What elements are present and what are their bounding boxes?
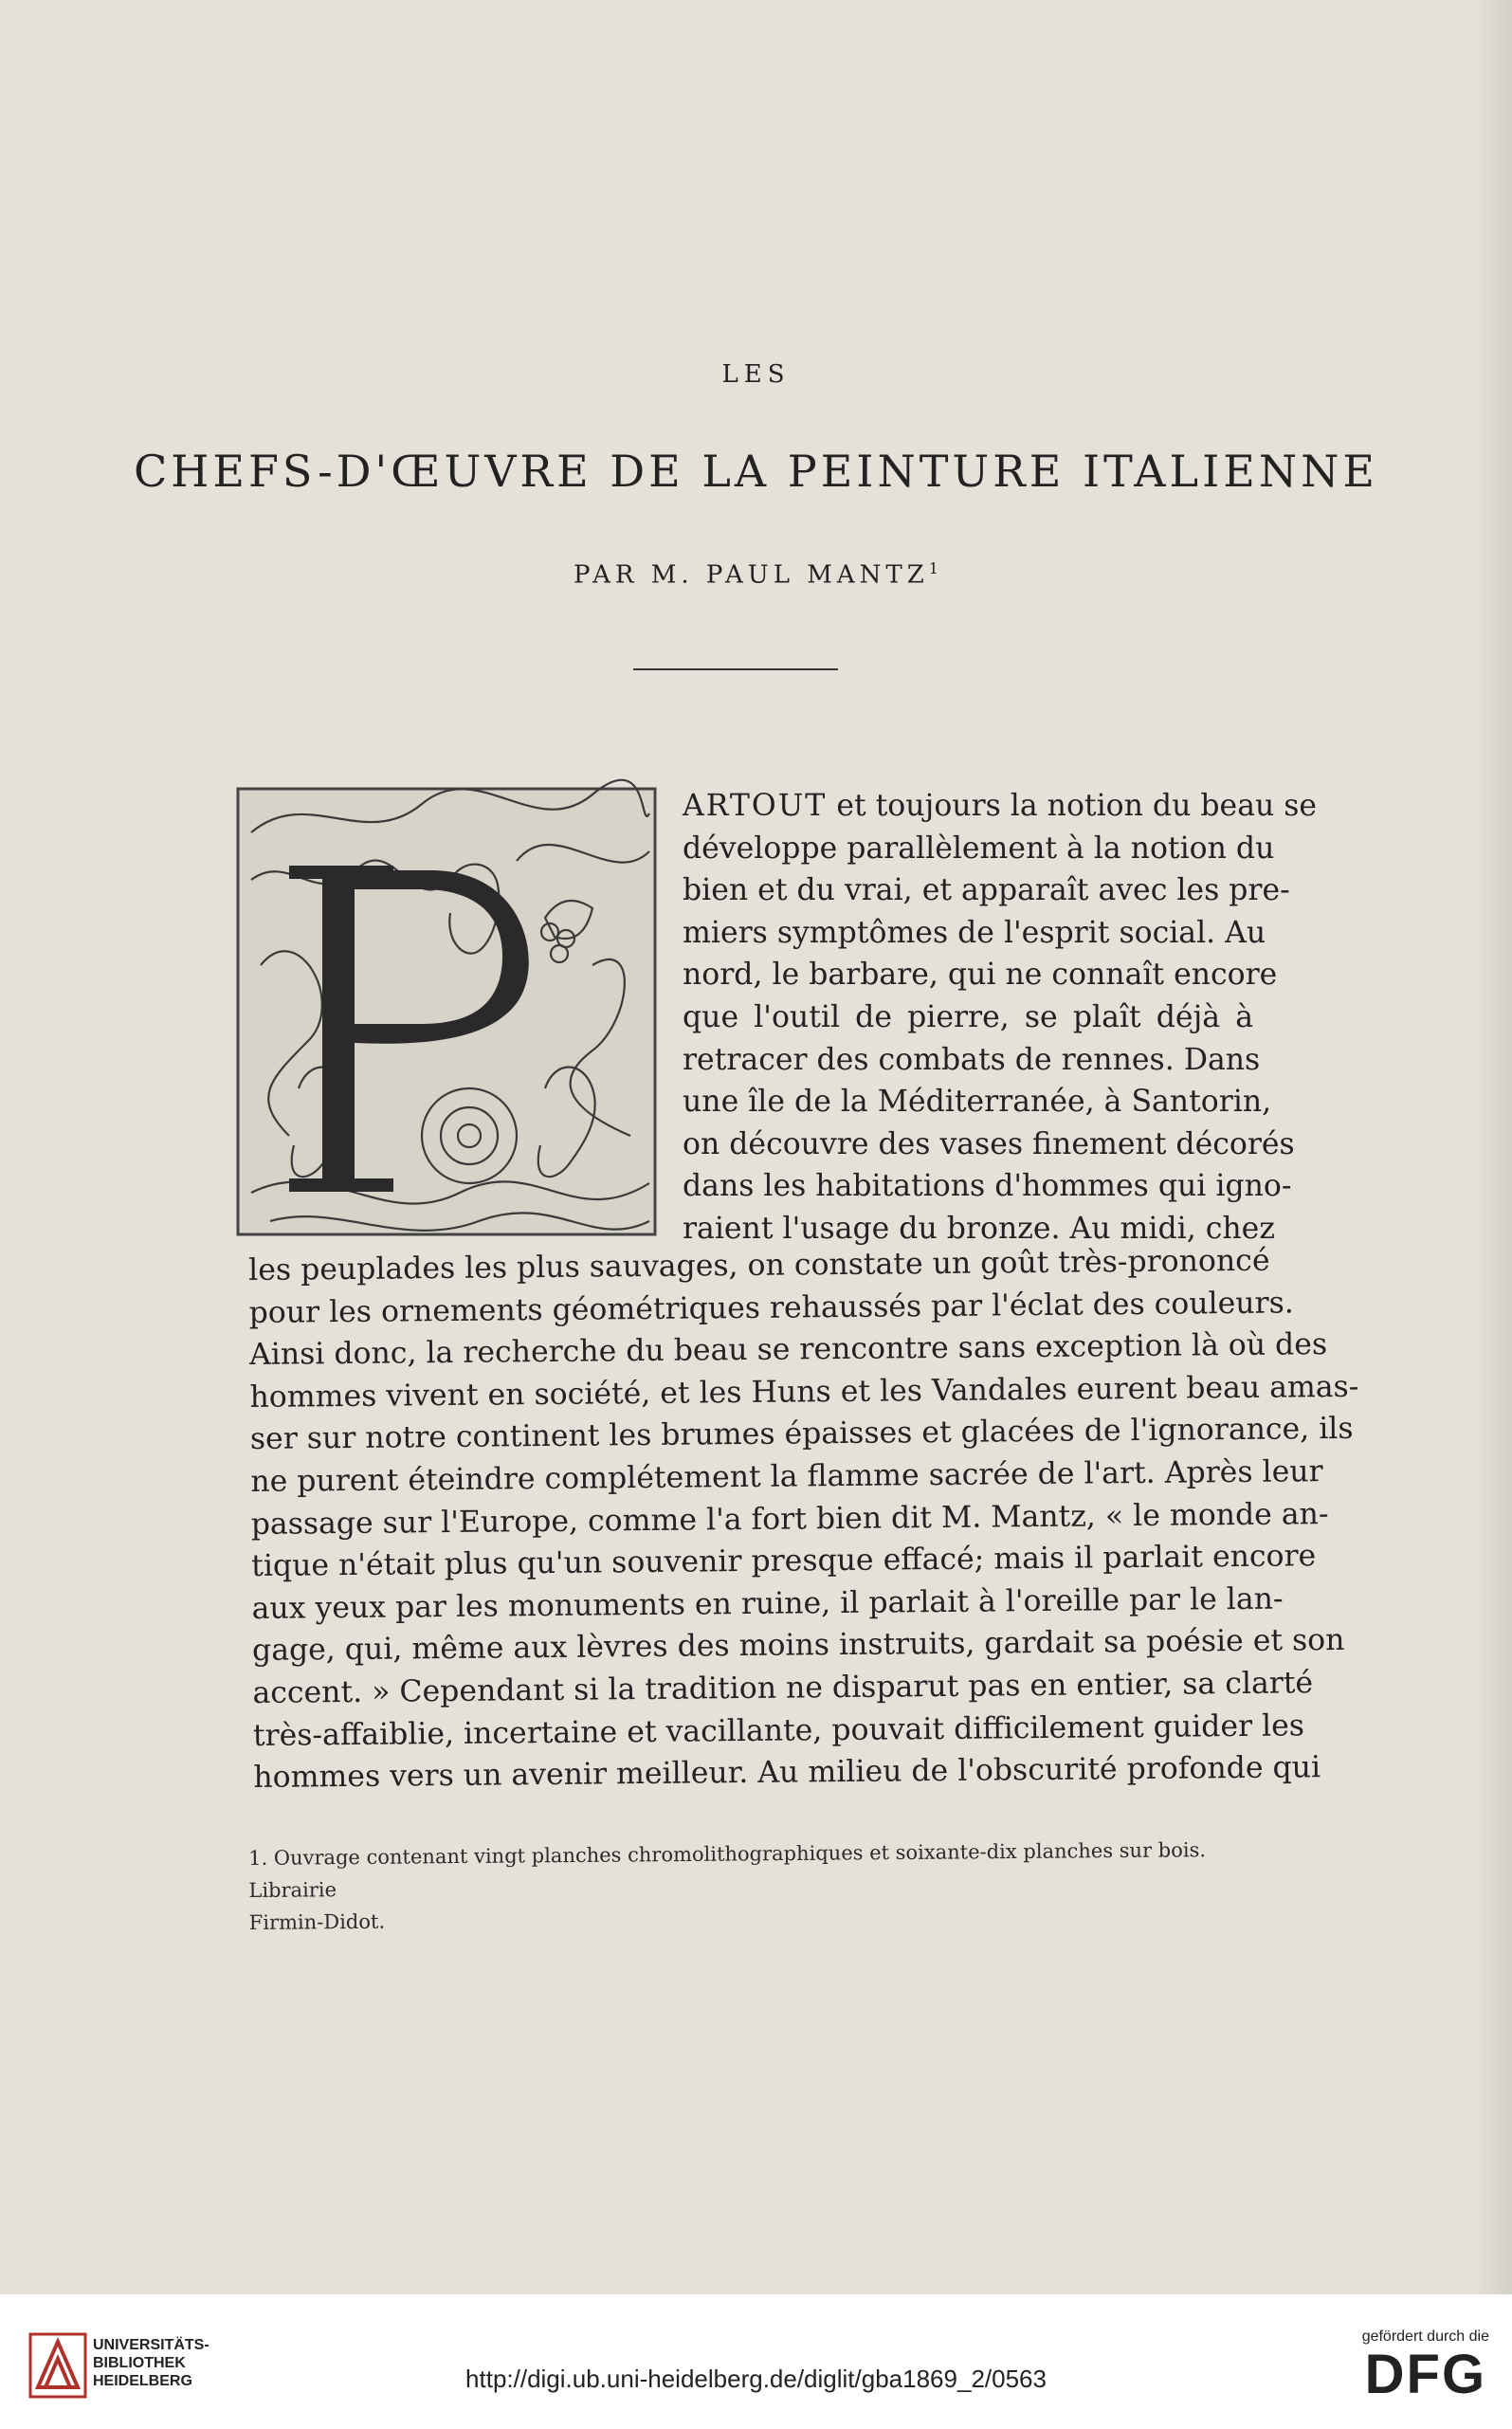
text-line: raient l'usage du bronze. Au midi, chez [683,1211,1275,1246]
text-line-rest: et toujours la notion du beau se [827,789,1318,823]
text-line: hommes vers un avenir meilleur. Au milieu de l'obscurité profonde qui [253,1750,1321,1796]
dfg-logo: DFG [1364,2344,1487,2405]
text-line: nord, le barbare, qui ne connaît encore [683,958,1278,993]
paragraph-continuation [248,1240,1359,1799]
text-line: aux yeux par les monuments en ruine, il parlait à l'oreille par le lan- [251,1581,1284,1626]
opening-word: ARTOUT [683,789,828,823]
footnote-line: 1. Ouvrage contenant vingt planches chromolithographiques et soixante-dix planches sur bois. Librairie [248,1838,1207,1902]
footnote [248,1834,1273,1939]
text-line: passage sur l'Europe, comme l'a fort bien dit M. Mantz, « le monde an- [250,1496,1329,1542]
title-les: LES [721,360,791,389]
text-line: Ainsi donc, la recherche du beau se rencontre sans exception là où des [248,1327,1328,1373]
author-line [0,559,1512,590]
text-line: miers symptômes de l'esprit social. Au [683,915,1266,950]
permalink-url[interactable]: http://digi.ub.uni-heidelberg.de/diglit/gba1869_2/0563 [465,2365,1047,2393]
text-line: les peuplades les plus sauvages, on constate un goût très-prononcé [248,1243,1270,1288]
paragraph-opening [683,785,1318,1251]
uni-name-line: BIBLIOTHEK [93,2355,186,2371]
footnote-mark: 1 [928,559,938,577]
text-line: ne purent éteindre complétement la flamme sacrée de l'art. Après leur [250,1454,1323,1499]
sponsor-block[interactable] [1362,2329,1489,2404]
text-line: bien et du vrai, et apparaît avec les pre- [683,873,1290,908]
sponsor-label: gefördert durch die [1361,2329,1489,2345]
text-line: accent. » Cependant si la tradition ne disparut pas en entier, sa clarté [252,1666,1314,1710]
viewer-footer [0,2294,1512,2429]
article-title: CHEFS-D'ŒUVRE DE LA PEINTURE ITALIENNE [134,446,1378,497]
text-line: ser sur notre continent les brumes épaisses et glacées de l'ignorance, ils [249,1412,1354,1457]
text-line: une île de la Méditerranée, à Santorin, [683,1085,1272,1120]
uni-name-line: UNIVERSITÄTS- [93,2337,209,2353]
text-line: on découvre des vases finement décorés [683,1126,1295,1161]
footnote-line: Firmin-Didot. [248,1909,386,1934]
title-rule [633,668,838,670]
text-line: développe parallèlement à la notion du [683,831,1275,866]
text-line: dans les habitations d'hommes qui igno- [683,1169,1292,1204]
ornamental-initial-icon [232,776,673,1259]
text-line: tique n'était plus qu'un souvenir presque effacé; mais il parlait encore [251,1539,1317,1584]
uni-name-line: HEIDELBERG [93,2373,192,2389]
text-line: très-affaiblie, incertaine et vacillante, pouvait difficilement guider les [252,1708,1305,1753]
text-line: retracer des combats de rennes. Dans [683,1042,1261,1077]
text-line: gage, qui, même aux lèvres des moins instruits, gardait sa poésie et son [251,1623,1345,1669]
text-line [683,785,1318,828]
text-line: que l'outil de pierre, se plaît déjà à [683,999,1253,1034]
author-name: PAR M. PAUL MANTZ [574,560,929,590]
text-line: hommes vivent en société, et les Huns et les Vandales eurent beau amas- [249,1369,1359,1415]
text-line: pour les ornements géométriques rehaussés par l'éclat des couleurs. [248,1286,1294,1330]
